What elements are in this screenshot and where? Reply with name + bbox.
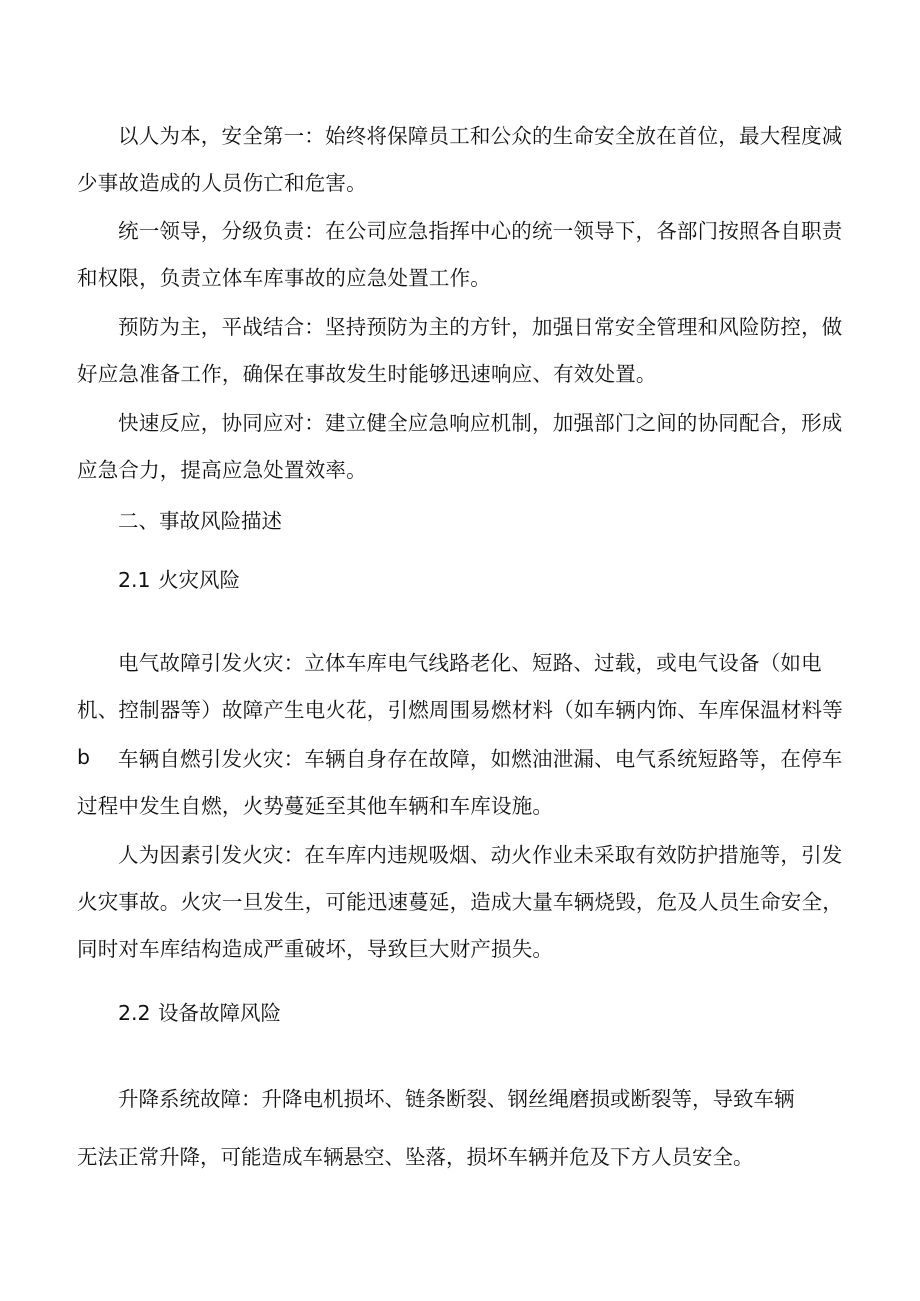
paragraph-vehicle-self-ignition: 车辆自燃引发火灾：车辆自身存在故障，如燃油泄漏、电气系统短路等，在停车过程中发生自燃，火势蔓延至其他车辆和车库设施。 [77, 747, 843, 818]
paragraph-prevention-first: 预防为主，平战结合：坚持预防为主的方针，加强日常安全管理和风险防控，做好应急准备工作，确保在事故发生时能够迅速响应、有效处置。 [77, 315, 843, 386]
section-heading-risk-description: 二、事故风险描述 [118, 509, 282, 533]
subsection-number: 2.2 [118, 1001, 151, 1025]
paragraph-people-first: 以人为本，安全第一：始终将保障员工和公众的生命安全放在首位，最大程度减少事故造成的人员伤亡和危害。 [77, 124, 843, 195]
subsection-number: 2.1 [118, 568, 151, 592]
paragraph-rapid-response: 快速反应，协同应对：建立健全应急响应机制，加强部门之间的协同配合，形成应急合力，提高应急处置效率。 [77, 411, 843, 482]
paragraph-lift-failure-line2: 无法正常升降，可能造成车辆悬空、坠落，损坏车辆并危及下方人员安全。 [77, 1145, 754, 1169]
paragraph-unified-leadership: 统一领导，分级负责：在公司应急指挥中心的统一领导下，各部门按照各自职责和权限，负责立体车库事故的应急处置工作。 [77, 219, 843, 290]
paragraph-human-factor-fire: 人为因素引发火灾：在车库内违规吸烟、动火作业未采取有效防护措施等，引发火灾事故。火灾一旦发生，可能迅速蔓延，造成大量车辆烧毁，危及人员生命安全，同时对车库结构造成严重破坏，导致巨大财产损失。 [77, 843, 843, 961]
paragraph-electrical-fire: 电气故障引发火灾：立体车库电气线路老化、短路、过载，或电气设备（如电机、控制器等）故障产生电火花，引燃周围易燃材料（如车辆内饰、车库保温材料等b [77, 651, 843, 769]
subsection-heading-fire-risk [118, 565, 240, 595]
paragraph-lift-failure-line1: 升降系统故障：升降电机损坏、链条断裂、钢丝绳磨损或断裂等，导致车辆 [118, 1087, 795, 1111]
subsection-title: 设备故障风险 [158, 1001, 281, 1025]
subsection-heading-equipment-failure [118, 998, 281, 1028]
subsection-title: 火灾风险 [158, 568, 240, 592]
